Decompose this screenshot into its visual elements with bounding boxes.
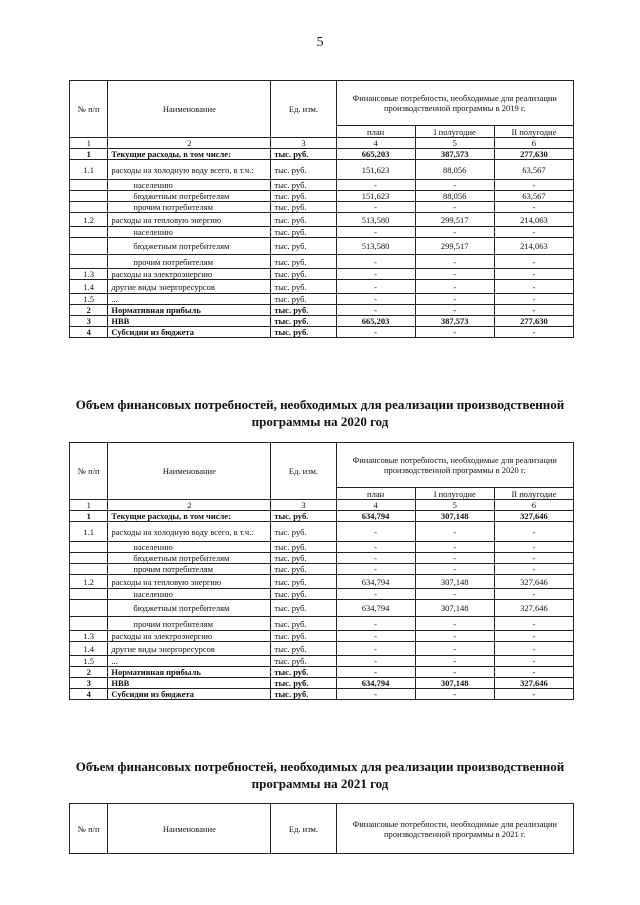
col-index: 4 (336, 500, 415, 511)
row-name: прочим потребителям (108, 617, 271, 631)
row-h1-value: - (415, 269, 494, 280)
row-h1-value: 88,056 (415, 160, 494, 180)
row-h1-value: - (415, 631, 494, 642)
table-row (70, 227, 574, 238)
row-h2-value: 327,646 (494, 575, 573, 589)
header-h2: II полугодие (494, 126, 573, 138)
row-plan-value: 513,580 (336, 213, 415, 227)
row-plan-value: 513,580 (336, 238, 415, 255)
col-index: 5 (415, 500, 494, 511)
row-h1-value: - (415, 589, 494, 600)
table-row (70, 202, 574, 213)
col-index: 3 (271, 138, 336, 149)
row-name: Субсидии из бюджета (108, 689, 271, 700)
row-h1-value: - (415, 522, 494, 542)
row-h2-value: - (494, 522, 573, 542)
row-h2-value: - (494, 689, 573, 700)
row-name: расходы на холодную воду всего, в т.ч.: (108, 522, 271, 542)
row-number: 3 (70, 316, 108, 327)
row-number: 1 (70, 149, 108, 160)
table-row (70, 631, 574, 642)
row-name: расходы на электроэнергию (108, 269, 271, 280)
header-h1: I полугодие (415, 488, 494, 500)
row-name: прочим потребителям (108, 255, 271, 269)
row-h1-value: - (415, 255, 494, 269)
row-number (70, 227, 108, 238)
row-plan-value: - (336, 667, 415, 678)
row-unit: тыс. руб. (271, 255, 336, 269)
header-unit: Ед. изм. (271, 804, 336, 854)
table-row (70, 667, 574, 678)
table-row (70, 564, 574, 575)
row-number: 1.5 (70, 656, 108, 667)
row-number: 1.1 (70, 522, 108, 542)
row-h1-value: 387,573 (415, 316, 494, 327)
row-h2-value: 277,630 (494, 316, 573, 327)
row-h1-value: - (415, 294, 494, 305)
header-plan: план (336, 126, 415, 138)
header-h2: II полугодие (494, 488, 573, 500)
row-unit: тыс. руб. (271, 180, 336, 191)
row-plan-value: 634,794 (336, 600, 415, 617)
row-number (70, 255, 108, 269)
row-unit: тыс. руб. (271, 511, 336, 522)
table-row (70, 511, 574, 522)
row-h2-value: 277,630 (494, 149, 573, 160)
header-no: № п/п (70, 443, 108, 500)
table-row (70, 269, 574, 280)
row-h2-value: 63,567 (494, 191, 573, 202)
row-number: 4 (70, 689, 108, 700)
row-h2-value: - (494, 180, 573, 191)
row-plan-value: - (336, 689, 415, 700)
row-number: 1.1 (70, 160, 108, 180)
row-plan-value: - (336, 656, 415, 667)
row-number: 1.4 (70, 642, 108, 656)
table-row (70, 255, 574, 269)
row-unit: тыс. руб. (271, 642, 336, 656)
row-unit: тыс. руб. (271, 280, 336, 294)
row-number: 2 (70, 305, 108, 316)
row-h2-value: 214,063 (494, 238, 573, 255)
row-plan-value: - (336, 642, 415, 656)
col-index: 2 (108, 138, 271, 149)
row-unit: тыс. руб. (271, 667, 336, 678)
row-number (70, 202, 108, 213)
row-unit: тыс. руб. (271, 160, 336, 180)
header-no: № п/п (70, 81, 108, 138)
col-index: 6 (494, 138, 573, 149)
financial-table-2019 (69, 80, 574, 338)
row-h2-value: 63,567 (494, 160, 573, 180)
row-unit: тыс. руб. (271, 327, 336, 338)
row-plan-value: - (336, 522, 415, 542)
row-plan-value: - (336, 589, 415, 600)
row-unit: тыс. руб. (271, 631, 336, 642)
row-h1-value: 299,517 (415, 238, 494, 255)
table-row (70, 589, 574, 600)
row-plan-value: 665,203 (336, 316, 415, 327)
header-h1: I полугодие (415, 126, 494, 138)
row-h1-value: - (415, 305, 494, 316)
row-name: другие виды энергоресурсов (108, 280, 271, 294)
header-no: № п/п (70, 804, 108, 854)
column-index-row (70, 138, 574, 149)
row-h1-value: - (415, 280, 494, 294)
row-name: другие виды энергоресурсов (108, 642, 271, 656)
row-h2-value: 327,646 (494, 600, 573, 617)
row-number: 4 (70, 327, 108, 338)
row-number: 1.3 (70, 631, 108, 642)
row-name: населению (108, 180, 271, 191)
table-row (70, 617, 574, 631)
row-h1-value: - (415, 617, 494, 631)
header-group-title: Финансовые потребности, необходимые для реализации производственной программы в 2021 г. (336, 804, 573, 854)
row-h1-value: 307,148 (415, 511, 494, 522)
row-h2-value: - (494, 269, 573, 280)
row-h1-value: 299,517 (415, 213, 494, 227)
row-name: НВВ (108, 316, 271, 327)
table-row (70, 642, 574, 656)
row-unit: тыс. руб. (271, 564, 336, 575)
row-h1-value: - (415, 689, 494, 700)
col-index: 1 (70, 138, 108, 149)
row-name: населению (108, 542, 271, 553)
row-plan-value: 151,623 (336, 160, 415, 180)
row-name: бюджетным потребителям (108, 553, 271, 564)
row-h2-value: 327,646 (494, 511, 573, 522)
table-row (70, 316, 574, 327)
row-unit: тыс. руб. (271, 600, 336, 617)
row-unit: тыс. руб. (271, 656, 336, 667)
row-h1-value: 88,056 (415, 191, 494, 202)
table-row (70, 180, 574, 191)
row-number (70, 180, 108, 191)
row-number (70, 542, 108, 553)
row-name: Нормативная прибыль (108, 667, 271, 678)
row-unit: тыс. руб. (271, 522, 336, 542)
row-number: 1.5 (70, 294, 108, 305)
row-h1-value: - (415, 180, 494, 191)
header-group-title: Финансовые потребности, необходимые для реализации производственной программы в 2019 г. (336, 81, 573, 126)
table-row (70, 678, 574, 689)
row-plan-value: - (336, 305, 415, 316)
row-number (70, 191, 108, 202)
row-h2-value: - (494, 294, 573, 305)
row-h2-value: - (494, 589, 573, 600)
row-plan-value: - (336, 269, 415, 280)
row-h2-value: 327,646 (494, 678, 573, 689)
table-row (70, 575, 574, 589)
header-unit: Ед. изм. (271, 81, 336, 138)
header-name: Наименование (108, 443, 271, 500)
row-h2-value: - (494, 255, 573, 269)
row-name: Текущие расходы, в том числе: (108, 149, 271, 160)
header-name: Наименование (108, 804, 271, 854)
row-plan-value: - (336, 294, 415, 305)
row-plan-value: - (336, 542, 415, 553)
row-name: бюджетным потребителям (108, 191, 271, 202)
col-index: 1 (70, 500, 108, 511)
row-name: бюджетным потребителям (108, 238, 271, 255)
row-plan-value: 634,794 (336, 511, 415, 522)
row-h1-value: 307,148 (415, 575, 494, 589)
row-unit: тыс. руб. (271, 305, 336, 316)
row-name: населению (108, 589, 271, 600)
row-name: Нормативная прибыль (108, 305, 271, 316)
row-plan-value: 665,203 (336, 149, 415, 160)
header-unit: Ед. изм. (271, 443, 336, 500)
row-h2-value: - (494, 227, 573, 238)
table-row (70, 149, 574, 160)
row-plan-value: 151,623 (336, 191, 415, 202)
row-h2-value: - (494, 280, 573, 294)
row-name: ... (108, 294, 271, 305)
row-number: 1.2 (70, 213, 108, 227)
row-plan-value: - (336, 564, 415, 575)
row-h2-value: - (494, 202, 573, 213)
row-name: прочим потребителям (108, 564, 271, 575)
row-number: 1.4 (70, 280, 108, 294)
table-row (70, 280, 574, 294)
row-h1-value: - (415, 667, 494, 678)
row-number (70, 600, 108, 617)
table-row (70, 553, 574, 564)
row-name: населению (108, 227, 271, 238)
row-number: 1.2 (70, 575, 108, 589)
row-name: Субсидии из бюджета (108, 327, 271, 338)
col-index: 2 (108, 500, 271, 511)
row-h2-value: - (494, 553, 573, 564)
header-plan: план (336, 488, 415, 500)
row-plan-value: - (336, 255, 415, 269)
row-unit: тыс. руб. (271, 617, 336, 631)
col-index: 5 (415, 138, 494, 149)
row-unit: тыс. руб. (271, 589, 336, 600)
row-h2-value: - (494, 542, 573, 553)
row-unit: тыс. руб. (271, 575, 336, 589)
row-unit: тыс. руб. (271, 202, 336, 213)
financial-table-2020 (69, 442, 574, 700)
table-row (70, 600, 574, 617)
row-h1-value: 307,148 (415, 600, 494, 617)
row-plan-value: - (336, 202, 415, 213)
row-h2-value: - (494, 656, 573, 667)
row-unit: тыс. руб. (271, 149, 336, 160)
row-unit: тыс. руб. (271, 689, 336, 700)
financial-table-2021 (69, 803, 574, 854)
row-name: расходы на электроэнергию (108, 631, 271, 642)
row-plan-value: - (336, 280, 415, 294)
row-plan-value: - (336, 227, 415, 238)
row-unit: тыс. руб. (271, 553, 336, 564)
row-h1-value: - (415, 327, 494, 338)
row-h2-value: - (494, 564, 573, 575)
table-row (70, 689, 574, 700)
row-h1-value: - (415, 553, 494, 564)
page-number: 5 (316, 35, 324, 50)
row-number (70, 553, 108, 564)
table-row (70, 522, 574, 542)
row-name: НВВ (108, 678, 271, 689)
row-h2-value: - (494, 327, 573, 338)
table-row (70, 294, 574, 305)
table-row (70, 191, 574, 202)
row-name: Текущие расходы, в том числе: (108, 511, 271, 522)
table-row (70, 656, 574, 667)
row-h1-value: - (415, 656, 494, 667)
row-h2-value: - (494, 631, 573, 642)
row-unit: тыс. руб. (271, 294, 336, 305)
table-row (70, 238, 574, 255)
row-number (70, 564, 108, 575)
row-number: 3 (70, 678, 108, 689)
row-name: расходы на тепловую энергию (108, 213, 271, 227)
row-unit: тыс. руб. (271, 238, 336, 255)
row-plan-value: 634,794 (336, 678, 415, 689)
row-unit: тыс. руб. (271, 316, 336, 327)
row-name: ... (108, 656, 271, 667)
heading-2021: Объем финансовых потребностей, необходимых для реализации производственной программы на 2021 год (75, 759, 565, 791)
row-plan-value: 634,794 (336, 575, 415, 589)
header-group-title: Финансовые потребности, необходимые для реализации производственной программы в 2020 г. (336, 443, 573, 488)
row-number: 1 (70, 511, 108, 522)
row-h2-value: - (494, 617, 573, 631)
table-row (70, 542, 574, 553)
row-h1-value: - (415, 564, 494, 575)
column-index-row (70, 500, 574, 511)
col-index: 4 (336, 138, 415, 149)
row-h1-value: 307,148 (415, 678, 494, 689)
row-number: 1.3 (70, 269, 108, 280)
row-name: расходы на холодную воду всего, в т.ч.: (108, 160, 271, 180)
table-row (70, 160, 574, 180)
row-h2-value: - (494, 642, 573, 656)
row-name: прочим потребителям (108, 202, 271, 213)
row-h1-value: - (415, 202, 494, 213)
row-unit: тыс. руб. (271, 542, 336, 553)
row-h2-value: - (494, 305, 573, 316)
row-h1-value: - (415, 642, 494, 656)
row-h1-value: - (415, 542, 494, 553)
row-h2-value: 214,063 (494, 213, 573, 227)
row-h2-value: - (494, 667, 573, 678)
row-plan-value: - (336, 180, 415, 191)
row-name: бюджетным потребителям (108, 600, 271, 617)
row-number: 2 (70, 667, 108, 678)
row-plan-value: - (336, 631, 415, 642)
table-row (70, 305, 574, 316)
row-unit: тыс. руб. (271, 213, 336, 227)
row-number (70, 238, 108, 255)
row-unit: тыс. руб. (271, 191, 336, 202)
row-unit: тыс. руб. (271, 678, 336, 689)
col-index: 3 (271, 500, 336, 511)
row-name: расходы на тепловую энергию (108, 575, 271, 589)
row-h1-value: - (415, 227, 494, 238)
row-number (70, 589, 108, 600)
header-name: Наименование (108, 81, 271, 138)
row-unit: тыс. руб. (271, 269, 336, 280)
table-row (70, 327, 574, 338)
row-number (70, 617, 108, 631)
col-index: 6 (494, 500, 573, 511)
row-h1-value: 387,573 (415, 149, 494, 160)
table-row (70, 213, 574, 227)
heading-2020: Объем финансовых потребностей, необходимых для реализации производственной программы на 2020 год (75, 397, 565, 429)
row-unit: тыс. руб. (271, 227, 336, 238)
row-plan-value: - (336, 617, 415, 631)
row-plan-value: - (336, 553, 415, 564)
row-plan-value: - (336, 327, 415, 338)
